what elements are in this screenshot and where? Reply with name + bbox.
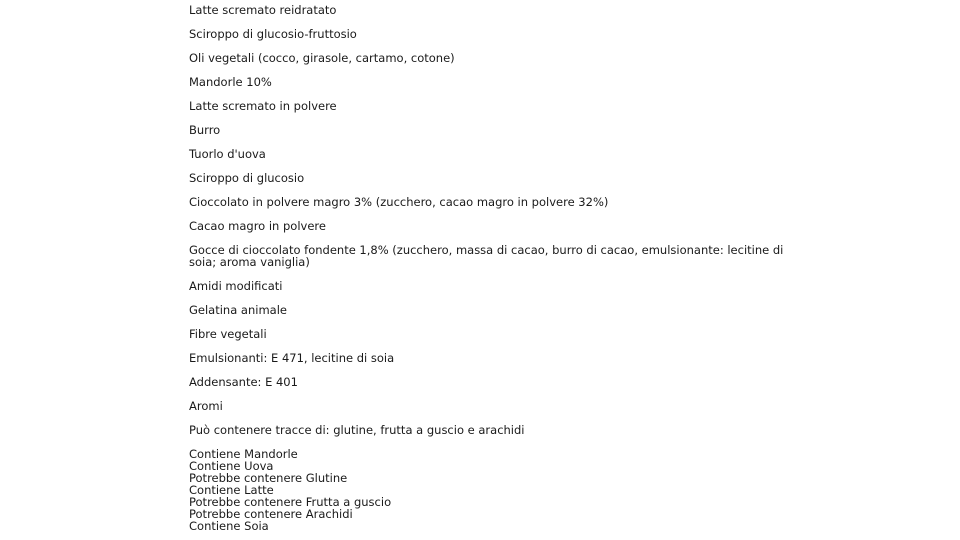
ingredient-item: Gelatina animale [189,303,287,317]
ingredient-item: Sciroppo di glucosio [189,171,305,185]
ingredient-item: Latte scremato reidratato [189,3,337,17]
ingredient-item: Burro [189,123,221,137]
allergen-item: Contiene Latte [189,483,274,497]
allergen-item: Contiene Soia [189,519,269,533]
ingredient-item: Tuorlo d'uova [189,147,266,161]
ingredient-item: Addensante: E 401 [189,375,298,389]
allergen-item: Contiene Mandorle [189,447,298,461]
allergen-item: Contiene Uova [189,459,274,473]
ingredient-item: Latte scremato in polvere [189,99,337,113]
ingredient-item: Emulsionanti: E 471, lecitine di soia [189,351,395,365]
allergen-list [189,448,789,532]
allergen-item: Potrebbe contenere Frutta a guscio [189,495,392,509]
ingredient-item: Amidi modificati [189,279,283,293]
ingredients-panel [189,4,789,532]
ingredient-item: Sciroppo di glucosio-fruttosio [189,27,357,41]
ingredient-item: Cacao magro in polvere [189,219,326,233]
allergen-item: Potrebbe contenere Arachidi [189,507,353,521]
ingredient-item: Gocce di cioccolato fondente 1,8% (zucchero, massa di cacao, burro di cacao, emulsionante: lecitine di soia; aroma vaniglia) [189,243,784,269]
ingredient-item: Cioccolato in polvere magro 3% (zucchero, cacao magro in polvere 32%) [189,195,609,209]
ingredient-item: Mandorle 10% [189,75,272,89]
ingredient-item: Fibre vegetali [189,327,267,341]
ingredient-item: Aromi [189,399,223,413]
allergen-item: Potrebbe contenere Glutine [189,471,348,485]
ingredient-item: Oli vegetali (cocco, girasole, cartamo, cotone) [189,51,455,65]
traces-warning: Può contenere tracce di: glutine, frutta a guscio e arachidi [189,423,525,437]
